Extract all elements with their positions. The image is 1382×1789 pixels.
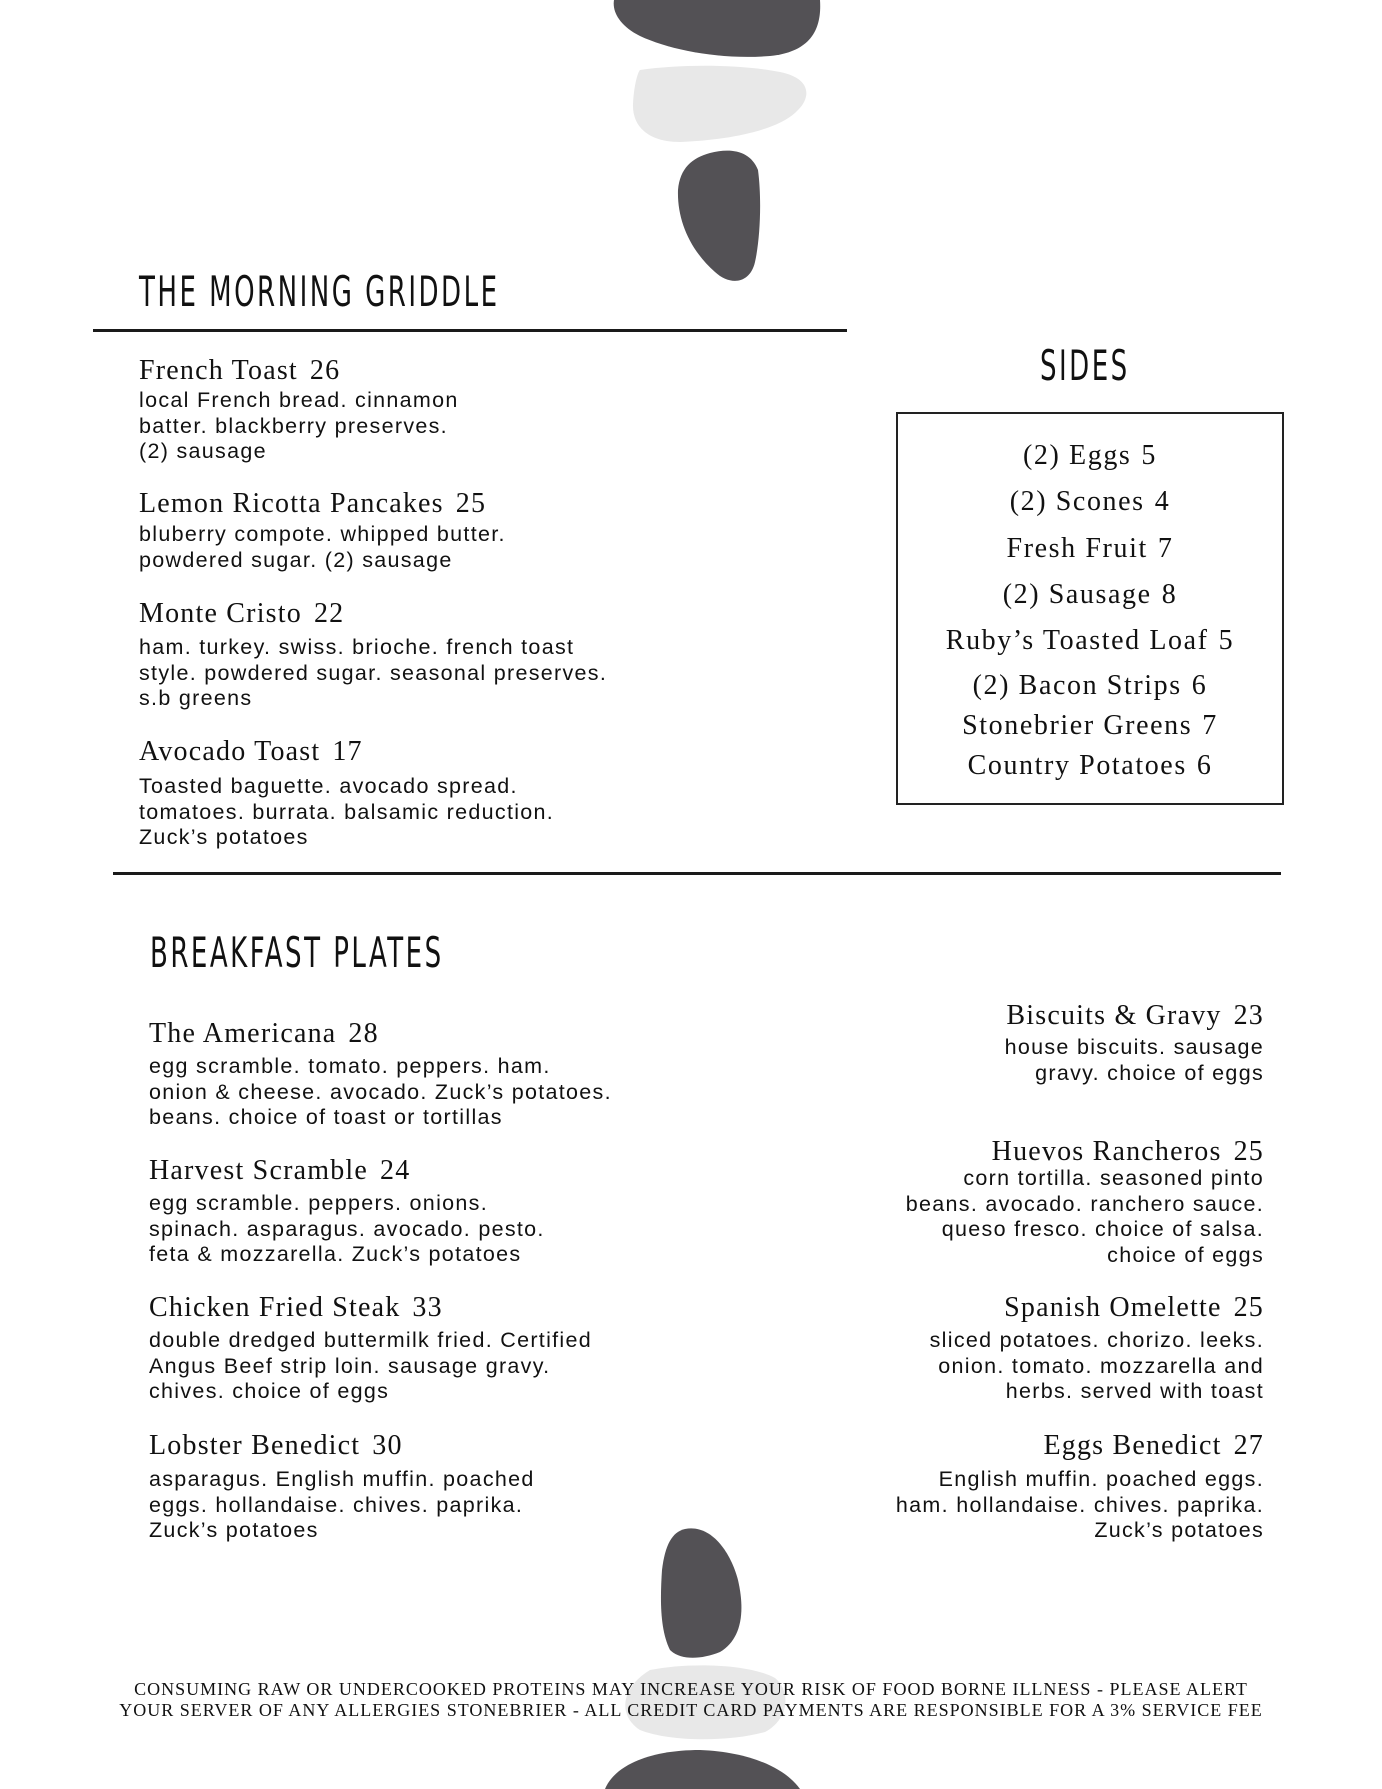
side-name: (2) Scones: [1009, 486, 1145, 517]
item-description-line: English muffin. poached eggs.: [938, 1467, 1264, 1491]
item-name: Avocado Toast: [139, 736, 321, 767]
side-price: 5: [1141, 440, 1158, 471]
stone-dark-pebble-icon: [678, 151, 760, 281]
item-name: Lobster Benedict: [149, 1430, 361, 1461]
item-description-line: house biscuits. sausage: [1004, 1035, 1264, 1059]
item-price: 25: [1233, 1292, 1264, 1323]
item-price: 22: [313, 598, 345, 629]
footer-line: YOUR SERVER OF ANY ALLERGIES STONEBRIER - ALL CREDIT CARD PAYMENTS ARE RESPONSIBLE FOR A 3% SERVICE FEE: [119, 1700, 1263, 1720]
divider-breakfast-plates: [113, 872, 1281, 875]
item-price: 33: [412, 1292, 443, 1323]
side-item: [896, 442, 1284, 470]
item-price: 24: [380, 1155, 411, 1186]
footer-disclaimer: [0, 1679, 1382, 1721]
item-description-line: eggs. hollandaise. chives. paprika.: [149, 1492, 524, 1517]
item-name: French Toast: [139, 355, 298, 386]
item-description-line: beans. choice of toast or tortillas: [149, 1105, 503, 1129]
side-name: (2) Bacon Strips: [972, 670, 1182, 701]
side-name: Ruby’s Toasted Loaf: [945, 625, 1209, 656]
side-item: [896, 488, 1284, 516]
item-description-line: powdered sugar. (2) sausage: [139, 547, 453, 572]
item-description-line: onion & cheese. avocado. Zuck’s potatoes.: [149, 1079, 612, 1104]
item-description-line: egg scramble. peppers. onions.: [149, 1191, 488, 1215]
footer-line: CONSUMING RAW OR UNDERCOOKED PROTEINS MAY INCREASE YOUR RISK OF FOOD BORNE ILLNESS - PLEASE ALERT: [134, 1679, 1248, 1699]
item-description-line: Angus Beef strip loin. sausage gravy.: [149, 1353, 551, 1378]
stone-decoration-bottom: [590, 1520, 820, 1789]
item-name: Chicken Fried Steak: [149, 1292, 401, 1323]
item-price: 28: [348, 1018, 379, 1049]
side-price: 5: [1218, 625, 1235, 656]
item-description-line: spinach. asparagus. avocado. pesto.: [149, 1216, 545, 1241]
side-item: [896, 535, 1284, 563]
item-description-line: bluberry compote. whipped butter.: [139, 522, 506, 546]
item-description-line: onion. tomato. mozzarella and: [938, 1353, 1264, 1378]
item-price: 27: [1233, 1430, 1264, 1461]
section-title-sides: SIDES: [1040, 341, 1130, 390]
item-description-line: Zuck’s potatoes: [139, 825, 309, 849]
item-description-line: beans. avocado. ranchero sauce.: [905, 1191, 1264, 1216]
side-price: 7: [1157, 533, 1174, 564]
item-name: Huevos Rancheros: [991, 1136, 1222, 1167]
side-price: 8: [1161, 579, 1178, 610]
item-description-line: chives. choice of eggs: [149, 1379, 390, 1403]
item-description-line: feta & mozzarella. Zuck’s potatoes: [149, 1242, 522, 1266]
item-description-line: ham. turkey. swiss. brioche. french toast: [139, 635, 575, 659]
item-name: Lemon Ricotta Pancakes: [139, 488, 444, 519]
item-name: Monte Cristo: [139, 598, 302, 629]
section-title-morning-griddle: THE MORNING GRIDDLE: [139, 267, 500, 316]
stone-dark-pebble-icon: [661, 1528, 741, 1657]
item-price: 30: [372, 1430, 403, 1461]
side-price: 6: [1196, 750, 1213, 781]
item-description-line: batter. blackberry preserves.: [139, 413, 448, 438]
item-description-line: egg scramble. tomato. peppers. ham.: [149, 1054, 551, 1078]
item-description-line: asparagus. English muffin. poached: [149, 1467, 535, 1491]
stone-light-icon: [633, 66, 806, 142]
side-item: [896, 627, 1284, 655]
item-price: 25: [1233, 1136, 1264, 1167]
item-price: 26: [309, 355, 341, 386]
section-title-breakfast-plates: BREAKFAST PLATES: [150, 928, 444, 977]
side-item: [896, 581, 1284, 609]
item-description-line: gravy. choice of eggs: [1035, 1060, 1264, 1085]
side-name: (2) Eggs: [1022, 440, 1132, 471]
side-item: [896, 752, 1284, 780]
item-description-line: (2) sausage: [139, 439, 267, 463]
item-description-line: sliced potatoes. chorizo. leeks.: [929, 1328, 1264, 1352]
item-price: 23: [1233, 1000, 1264, 1031]
item-description-line: tomatoes. burrata. balsamic reduction.: [139, 799, 555, 824]
side-name: Country Potatoes: [967, 750, 1187, 781]
item-price: 25: [455, 488, 487, 519]
item-price: 17: [332, 736, 363, 767]
side-price: 4: [1154, 486, 1171, 517]
item-name: Harvest Scramble: [149, 1155, 369, 1186]
item-description-line: herbs. served with toast: [1005, 1379, 1264, 1403]
item-description-line: local French bread. cinnamon: [139, 388, 459, 412]
item-description-line: choice of eggs: [1107, 1242, 1264, 1267]
item-name: Spanish Omelette: [1004, 1292, 1222, 1323]
side-item: [896, 672, 1284, 700]
item-description-line: Toasted baguette. avocado spread.: [139, 774, 518, 798]
item-name: Biscuits & Gravy: [1006, 1000, 1222, 1031]
side-name: Stonebrier Greens: [962, 710, 1193, 741]
item-name: The Americana: [149, 1018, 337, 1049]
item-description-line: queso fresco. choice of salsa.: [941, 1217, 1264, 1241]
item-description-line: s.b greens: [139, 686, 253, 710]
stone-dark-icon: [605, 1750, 800, 1789]
item-description-line: style. powdered sugar. seasonal preserves.: [139, 660, 608, 685]
side-name: Fresh Fruit: [1006, 533, 1148, 564]
item-description-line: Zuck’s potatoes: [1094, 1518, 1264, 1542]
stone-decoration-top: [600, 0, 840, 290]
side-price: 7: [1202, 710, 1218, 741]
divider-morning-griddle: [93, 329, 847, 332]
side-item: [896, 712, 1284, 740]
item-description-line: ham. hollandaise. chives. paprika.: [895, 1492, 1264, 1517]
item-description-line: Zuck’s potatoes: [149, 1518, 319, 1542]
item-description-line: corn tortilla. seasoned pinto: [963, 1166, 1264, 1190]
item-name: Eggs Benedict: [1043, 1430, 1222, 1461]
item-description-line: double dredged buttermilk fried. Certified: [149, 1328, 593, 1352]
stone-dark-icon: [614, 0, 821, 57]
side-name: (2) Sausage: [1002, 579, 1152, 610]
side-price: 6: [1191, 670, 1208, 701]
